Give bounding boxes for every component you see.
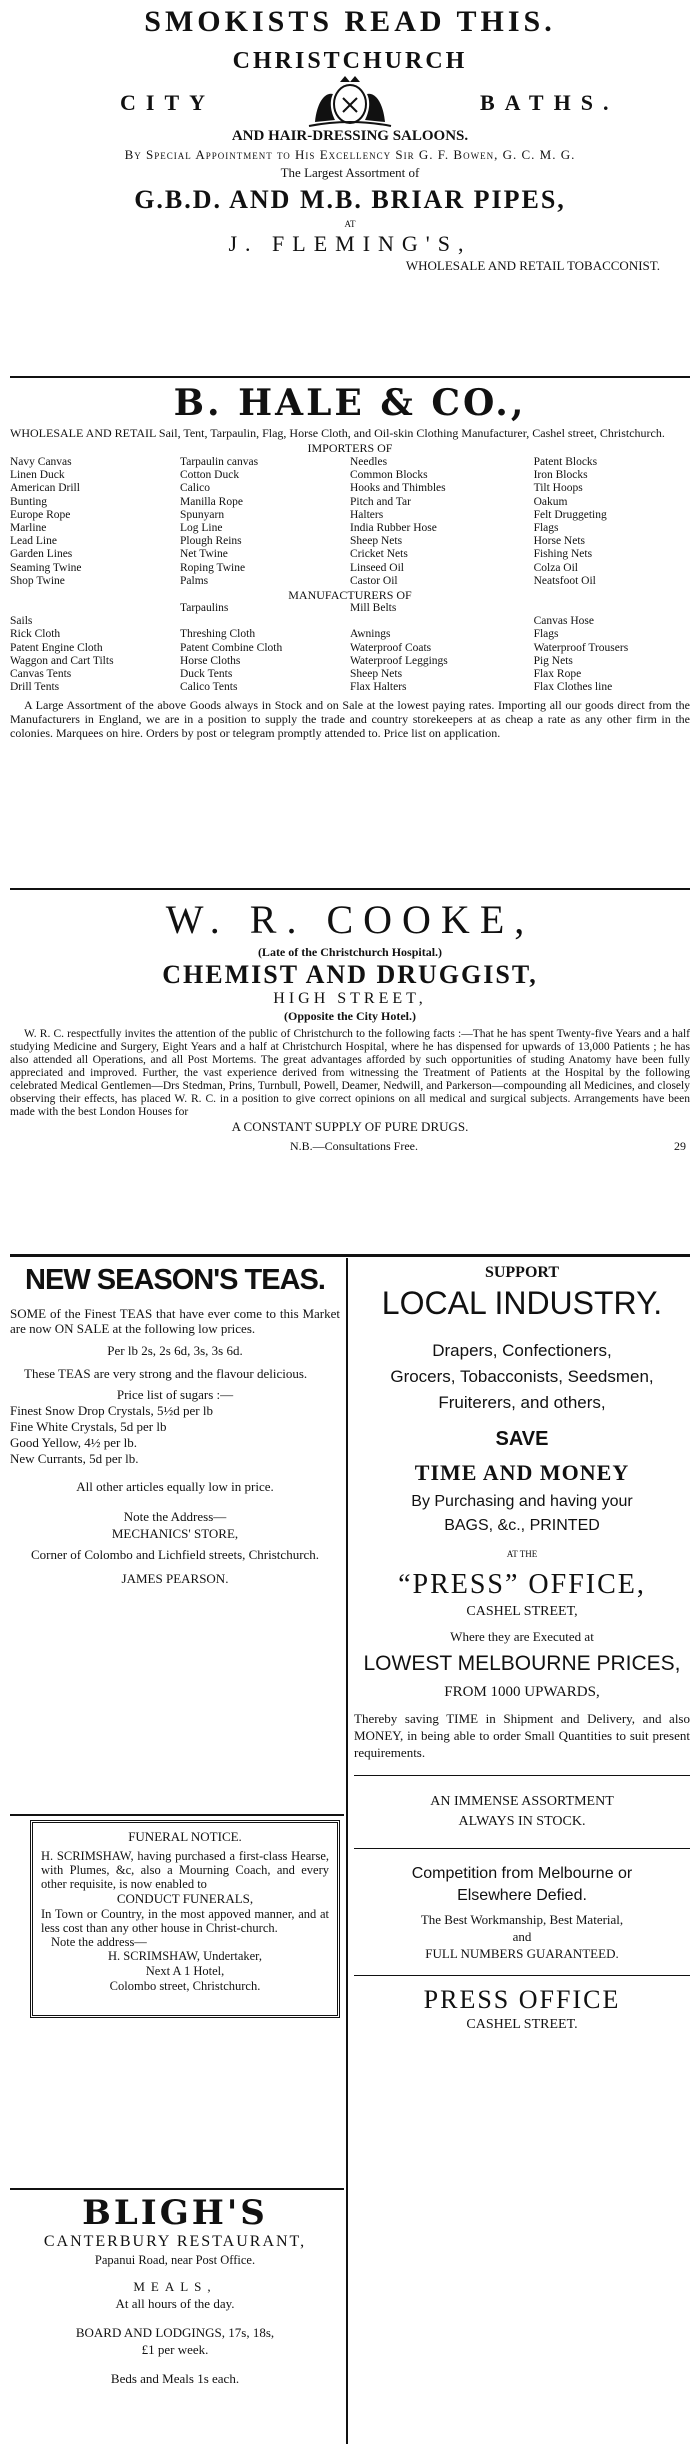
divider xyxy=(354,1848,690,1849)
cooke-body: W. R. C. respectfully invites the attention of the public of Christchurch to the following facts :—That he has spent Twenty-five Years and a half studying Medicine and Surgery, Eight Years and a half at Christchurch Hospital, where he has dispensed for upwards of 13,000 Patients ; he has also attended all Operations, and all Post Mortems. The great advantages afforded by such opportunities of studing Anatomy have been fully appreciated and improved. Further, the vast experience derived from witnessing the Treatment of Patients at the Hospital by the following celebrated Medical Gentlemen—Drs Stedman, Prins, Turnbull, Powell, Deamer, Nedwill, and Parkerson—compounding all Medicines, and closely observing their effects, has placed W. R. C. in a position to give correct opinions on all medical and surgical subjects. Arrangements have been made with the best London Houses for xyxy=(10,1028,690,1118)
sugar-heading: Price list of sugars :— xyxy=(116,1387,234,1402)
table-cell: Waterproof Coats xyxy=(350,641,432,654)
bligh-beds: Beds and Meals 1s each. xyxy=(110,2371,240,2386)
table-cell: Pig Nets xyxy=(533,654,573,667)
table-cell: Patent Blocks xyxy=(533,456,598,468)
importers-row xyxy=(10,535,690,548)
table-cell: Canvas Tents xyxy=(10,668,72,681)
divider xyxy=(10,1254,690,1257)
press-defied: Elsewhere Defied. xyxy=(457,1887,587,1904)
table-cell: Shop Twine xyxy=(10,574,65,587)
fleming-name: J. FLEMING'S, xyxy=(228,231,472,256)
table-cell: Canvas Hose xyxy=(533,615,594,628)
press-ad xyxy=(354,1262,690,2034)
table-cell: Needles xyxy=(350,456,388,468)
press-competition: Competition from Melbourne or xyxy=(411,1865,633,1882)
sugar-item: Good Yellow, 4½ per lb. xyxy=(10,1435,137,1450)
table-cell: Threshing Cloth xyxy=(180,628,256,641)
press-where: Where they are Executed at xyxy=(450,1629,594,1644)
importers-row xyxy=(10,509,690,522)
press-local: LOCAL INDUSTRY. xyxy=(381,1285,663,1321)
column-divider xyxy=(346,1258,348,2444)
table-cell: Palms xyxy=(180,574,209,587)
briar-pipes: G.B.D. AND M.B. BRIAR PIPES, xyxy=(134,185,566,214)
cooke-late: (Late of the Christchurch Hospital.) xyxy=(257,945,443,959)
importers-row xyxy=(10,482,690,495)
table-cell: Flags xyxy=(533,522,559,535)
smokists-ad xyxy=(10,2,690,274)
special-appointment: By Special Appointment to His Excellency Sir G. F. Bowen, G. C. M. G. xyxy=(124,147,576,162)
funeral-ad xyxy=(30,1820,340,2018)
table-cell: Common Blocks xyxy=(350,469,428,482)
largest-assortment: The Largest Assortment of xyxy=(280,165,420,180)
table-cell: Navy Canvas xyxy=(10,456,72,468)
table-cell: Net Twine xyxy=(180,548,228,561)
table-cell: American Drill xyxy=(10,482,80,495)
manufacturers-row xyxy=(10,681,690,694)
press-immense: AN IMMENSE ASSORTMENT xyxy=(430,1794,614,1809)
table-cell: Tarpaulin canvas xyxy=(180,456,259,468)
city-word: CITY xyxy=(120,90,216,115)
funeral-heading: FUNERAL NOTICE. xyxy=(128,1829,242,1844)
press-from: FROM 1000 UPWARDS, xyxy=(444,1684,600,1700)
bligh-board: BOARD AND LODGINGS, 17s, 18s, xyxy=(75,2325,275,2340)
page-number: 29 xyxy=(674,1139,686,1153)
press-full: FULL NUMBERS GUARANTEED. xyxy=(425,1946,619,1961)
table-cell: Drill Tents xyxy=(10,681,60,694)
manufacturers-row xyxy=(10,628,690,641)
table-cell: Log Line xyxy=(180,522,223,535)
table-cell: Colza Oil xyxy=(533,561,578,574)
tobacconist-line: WHOLESALE AND RETAIL TOBACCONIST. xyxy=(405,258,660,273)
table-cell: Oakum xyxy=(533,495,568,508)
table-cell: Flax Clothes line xyxy=(533,681,613,694)
manufacturers-row xyxy=(10,602,690,615)
press-best: The Best Workmanship, Best Material, xyxy=(420,1912,624,1927)
table-cell: Hooks and Thimbles xyxy=(350,482,446,495)
manufacturers-row xyxy=(10,668,690,681)
baths-word: BATHS. xyxy=(480,90,619,115)
manufacturers-row xyxy=(10,615,690,628)
table-cell: Calico xyxy=(180,482,211,495)
importers-row xyxy=(10,496,690,509)
press-support: SUPPORT xyxy=(484,1264,560,1281)
table-cell: Tilt Hoops xyxy=(533,482,583,495)
hale-name: B. HALE & CO., xyxy=(173,382,527,424)
table-cell: Horse Nets xyxy=(533,535,586,548)
table-cell: Waterproof Trousers xyxy=(533,641,629,654)
divider xyxy=(354,1975,690,1976)
table-cell: Linen Duck xyxy=(10,469,65,482)
press-footer-office: PRESS OFFICE xyxy=(423,1985,621,2014)
table-cell: India Rubber Hose xyxy=(350,522,437,535)
teas-ad xyxy=(10,1262,340,1587)
table-cell: Rick Cloth xyxy=(10,628,61,641)
table-cell: Horse Cloths xyxy=(180,654,241,667)
press-trades2: Grocers, Tobacconists, Seedsmen, xyxy=(390,1367,654,1386)
press-street: CASHEL STREET, xyxy=(466,1604,578,1619)
bligh-hours: At all hours of the day. xyxy=(115,2296,235,2311)
sugar-item: Fine White Crystals, 5d per lb xyxy=(10,1419,167,1434)
table-cell xyxy=(180,615,350,628)
divider xyxy=(354,1775,690,1776)
table-cell: Flags xyxy=(533,628,559,641)
importers-row xyxy=(10,575,690,588)
table-cell: Waggon and Cart Tilts xyxy=(10,654,114,667)
cooke-ad xyxy=(10,896,690,1155)
press-time-money: TIME AND MONEY xyxy=(414,1460,630,1485)
table-cell: Castor Oil xyxy=(350,574,398,587)
table-cell: Manilla Rope xyxy=(180,495,243,508)
table-cell: Seaming Twine xyxy=(10,561,82,574)
cooke-name: W. R. COOKE, xyxy=(165,897,535,942)
teas-store: MECHANICS' STORE, xyxy=(111,1526,239,1541)
divider xyxy=(10,2188,344,2190)
table-cell: Europe Rope xyxy=(10,508,71,521)
bligh-meals: MEALS, xyxy=(133,2279,217,2294)
press-trades1: Drapers, Confectioners, xyxy=(432,1341,612,1360)
funeral-body2: In Town or Country, in the most appoved manner, and at less cost than any other house in Christ-church. xyxy=(41,1907,329,1935)
teas-prices: Per lb 2s, 2s 6d, 3s, 3s 6d. xyxy=(107,1343,243,1358)
table-cell xyxy=(10,602,180,615)
hale-ad xyxy=(10,382,690,740)
manufacturers-row xyxy=(10,655,690,668)
cooke-supply: A CONSTANT SUPPLY OF PURE DRUGS. xyxy=(231,1119,469,1134)
table-cell: Roping Twine xyxy=(180,561,246,574)
table-cell: Neatsfoot Oil xyxy=(533,574,596,587)
table-cell xyxy=(350,615,534,628)
table-cell: Flax Rope xyxy=(533,668,582,681)
importers-heading: IMPORTERS OF xyxy=(307,441,393,455)
cooke-street: HIGH STREET, xyxy=(273,990,427,1007)
bligh-name: BLIGH'S xyxy=(82,2193,268,2233)
table-cell: Sheep Nets xyxy=(350,535,403,548)
table-cell: Garden Lines xyxy=(10,548,73,561)
bligh-week: £1 per week. xyxy=(141,2342,209,2357)
table-cell: Bunting xyxy=(10,495,48,508)
teas-strong: These TEAS are very strong and the flavour delicious. xyxy=(24,1366,308,1381)
table-cell: Flax Halters xyxy=(350,681,407,694)
teas-intro: SOME of the Finest TEAS that have ever come to this Market are now ON SALE at the following low prices. xyxy=(10,1306,340,1336)
funeral-note: Note the address— xyxy=(51,1935,147,1949)
table-cell: Patent Combine Cloth xyxy=(180,641,283,654)
christchurch-title: CHRISTCHURCH xyxy=(232,48,468,74)
table-cell: Mill Belts xyxy=(350,602,397,615)
bligh-road: Papanui Road, near Post Office. xyxy=(94,2253,256,2267)
table-cell: Sails xyxy=(10,615,33,628)
table-cell: Tarpaulins xyxy=(180,602,229,615)
funeral-street: Colombo street, Christchurch. xyxy=(109,1979,261,1993)
table-cell: Awnings xyxy=(350,628,391,641)
hale-intro: WHOLESALE AND RETAIL Sail, Tent, Tarpaulin, Flag, Horse Cloth, and Oil-skin Clothing Manufacturer, Cashel street, Christchurch. xyxy=(10,426,665,440)
at-word: AT xyxy=(344,219,356,229)
table-cell xyxy=(534,602,690,615)
table-cell: Waterproof Leggings xyxy=(350,654,448,667)
table-cell: Duck Tents xyxy=(180,668,233,681)
funeral-hotel: Next A 1 Hotel, xyxy=(145,1964,225,1978)
press-thereby: Thereby saving TIME in Shipment and Delivery, and also MONEY, in being able to order Small Quantities to suit present requirements. xyxy=(354,1711,690,1760)
table-cell: Cricket Nets xyxy=(350,548,408,561)
press-by: By Purchasing and having your xyxy=(411,1493,633,1510)
press-lowest: LOWEST MELBOURNE PRICES, xyxy=(363,1652,681,1675)
teas-corner: Corner of Colombo and Lichfield streets, Christchurch. xyxy=(30,1547,320,1562)
cooke-title: CHEMIST AND DRUGGIST, xyxy=(162,960,538,989)
manufacturers-table xyxy=(10,602,690,694)
table-cell: Cotton Duck xyxy=(180,469,240,482)
importers-table xyxy=(10,456,690,588)
bligh-canterbury: CANTERBURY RESTAURANT, xyxy=(43,2233,307,2250)
press-and: and xyxy=(512,1929,532,1944)
importers-row xyxy=(10,548,690,561)
table-cell: Sheep Nets xyxy=(350,668,403,681)
press-at-the: AT THE xyxy=(506,1549,538,1559)
manufacturers-row xyxy=(10,642,690,655)
importers-row xyxy=(10,522,690,535)
table-cell: Pitch and Tar xyxy=(350,495,411,508)
importers-row xyxy=(10,456,690,469)
funeral-name: H. SCRIMSHAW, Undertaker, xyxy=(108,1949,262,1963)
teas-owner: JAMES PEARSON. xyxy=(121,1571,229,1586)
press-bags: BAGS, &c., PRINTED xyxy=(444,1517,600,1534)
cooke-opposite: (Opposite the City Hotel.) xyxy=(284,1009,416,1023)
teas-note: Note the Address— xyxy=(123,1509,227,1524)
table-cell: Plough Reins xyxy=(180,535,242,548)
table-cell: Patent Engine Cloth xyxy=(10,641,103,654)
manufacturers-heading: MANUFACTURERS OF xyxy=(288,588,412,603)
press-footer-street: CASHEL STREET. xyxy=(466,2017,578,2032)
table-cell: Marline xyxy=(10,522,47,535)
cooke-nb: N.B.—Consultations Free. xyxy=(290,1139,418,1153)
smokists-headline: SMOKISTS READ THIS. xyxy=(144,5,556,38)
hair-dressing-line: AND HAIR-DRESSING SALOONS. xyxy=(231,128,469,144)
importers-row xyxy=(10,562,690,575)
funeral-body: H. SCRIMSHAW, having purchased a first-class Hearse, with Plumes, &c, also a Mourning Coach, and every other requisite, is now enabled to xyxy=(41,1849,329,1891)
table-cell: Halters xyxy=(350,508,384,521)
divider xyxy=(10,888,690,890)
table-cell: Spunyarn xyxy=(180,508,225,521)
bligh-ad xyxy=(10,2194,340,2388)
table-cell: Calico Tents xyxy=(180,681,238,694)
table-cell: Fishing Nets xyxy=(533,548,593,561)
importers-row xyxy=(10,469,690,482)
hale-footer: A Large Assortment of the above Goods always in Stock and on Sale at the lowest paying rates. Importing all our goods direct from the Manufacturers in England, we are in a position to supply the trade and country storekeepers at as cheap a rate as any other firm in the colonies. Marquees on hire. Orders by post or telegram promptly attended to. Price list on application. xyxy=(10,698,690,741)
press-office: “PRESS” OFFICE, xyxy=(398,1569,646,1600)
sugar-item: New Currants, 5d per lb. xyxy=(10,1451,139,1466)
press-stock: ALWAYS IN STOCK. xyxy=(458,1814,586,1829)
press-save: SAVE xyxy=(495,1428,549,1450)
divider xyxy=(10,376,690,378)
table-cell: Linseed Oil xyxy=(350,561,404,574)
royal-crest-icon xyxy=(295,72,405,128)
table-cell: Iron Blocks xyxy=(533,469,588,482)
divider xyxy=(10,1814,344,1816)
teas-headline: NEW SEASON'S TEAS. xyxy=(25,1264,325,1296)
funeral-conduct: CONDUCT FUNERALS, xyxy=(116,1891,254,1906)
press-trades3: Fruiterers, and others, xyxy=(438,1393,606,1412)
table-cell: Lead Line xyxy=(10,535,57,548)
sugar-item: Finest Snow Drop Crystals, 5½d per lb xyxy=(10,1403,213,1418)
teas-other: All other articles equally low in price. xyxy=(76,1479,274,1494)
table-cell: Felt Druggeting xyxy=(533,508,607,521)
